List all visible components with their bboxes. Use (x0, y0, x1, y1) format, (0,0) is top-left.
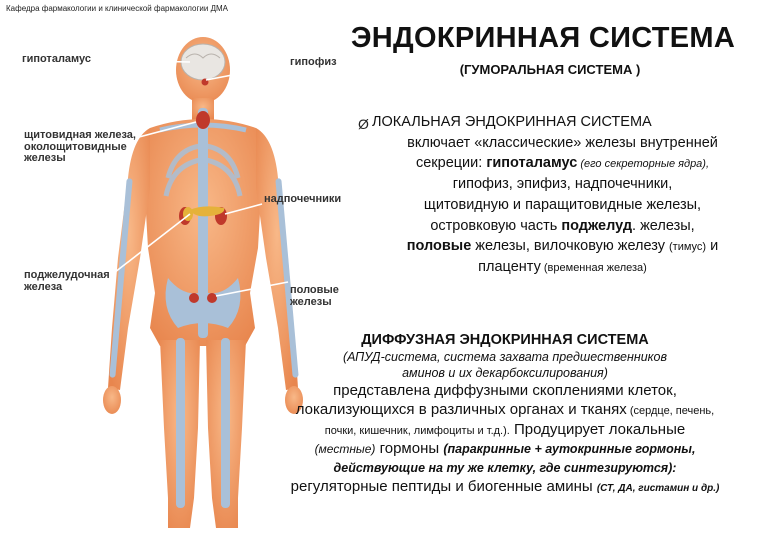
local-line-6: половые железы, вилочковую железу (тимус) и (406, 238, 719, 255)
diffuse-body: представлена диффузными скоплениями клеток, локализующихся в различных органах и тканях (сердце, печень, почки, кишечник, лимфоциты и т.д.). Продуцирует локальные (местные) гормоны (паракринные + аутокринные гормоны, действующие на ту же клетку, где синтезируются): регуляторные пептиды и биогенные амины (СТ, ДА, гистамин и др.) (290, 382, 720, 496)
local-line-7: плаценту (временная железа) (478, 259, 647, 276)
local-system-heading: ЛОКАЛЬНАЯ ЭНДОКРИННАЯ СИСТЕМА (372, 114, 652, 130)
label-pituitary: гипофиз (290, 56, 337, 68)
department-caption: Кафедра фармакологии и клинической фармакологии ДМА (6, 4, 228, 13)
label-pancreas: поджелудочная железа (24, 269, 110, 293)
label-gonads: половые железы (290, 284, 339, 308)
local-line-4: щитовидную и паращитовидные железы, (423, 196, 702, 213)
diffuse-system-section (240, 332, 770, 496)
label-adrenals: надпочечники (264, 193, 342, 205)
diffuse-system-heading: ДИФФУЗНАЯ ЭНДОКРИННАЯ СИСТЕМА (361, 332, 649, 348)
diffuse-subtitle: (АПУД-система, система захвата предшественников аминов и их декарбоксилирования) (342, 350, 668, 380)
label-hypothalamus: гипоталамус (22, 53, 91, 65)
local-line-1: включает «классические» железы внутренней (407, 134, 718, 151)
page-subtitle: (ГУМОРАЛЬНАЯ СИСТЕМА ) (459, 62, 641, 77)
local-line-3: гипофиз, эпифиз, надпочечники, (452, 176, 673, 193)
local-system-section (350, 112, 775, 278)
label-thyroid: щитовидная железа, околощитовидные железы (24, 129, 136, 165)
bullet-arrow-icon: Ø (358, 116, 369, 132)
local-line-2: секреции: гипоталамус (его секреторные ядра), (415, 155, 710, 172)
local-line-5: островковую часть поджелуд. железы, (430, 217, 695, 234)
page-title: ЭНДОКРИННАЯ СИСТЕМА (350, 22, 736, 54)
